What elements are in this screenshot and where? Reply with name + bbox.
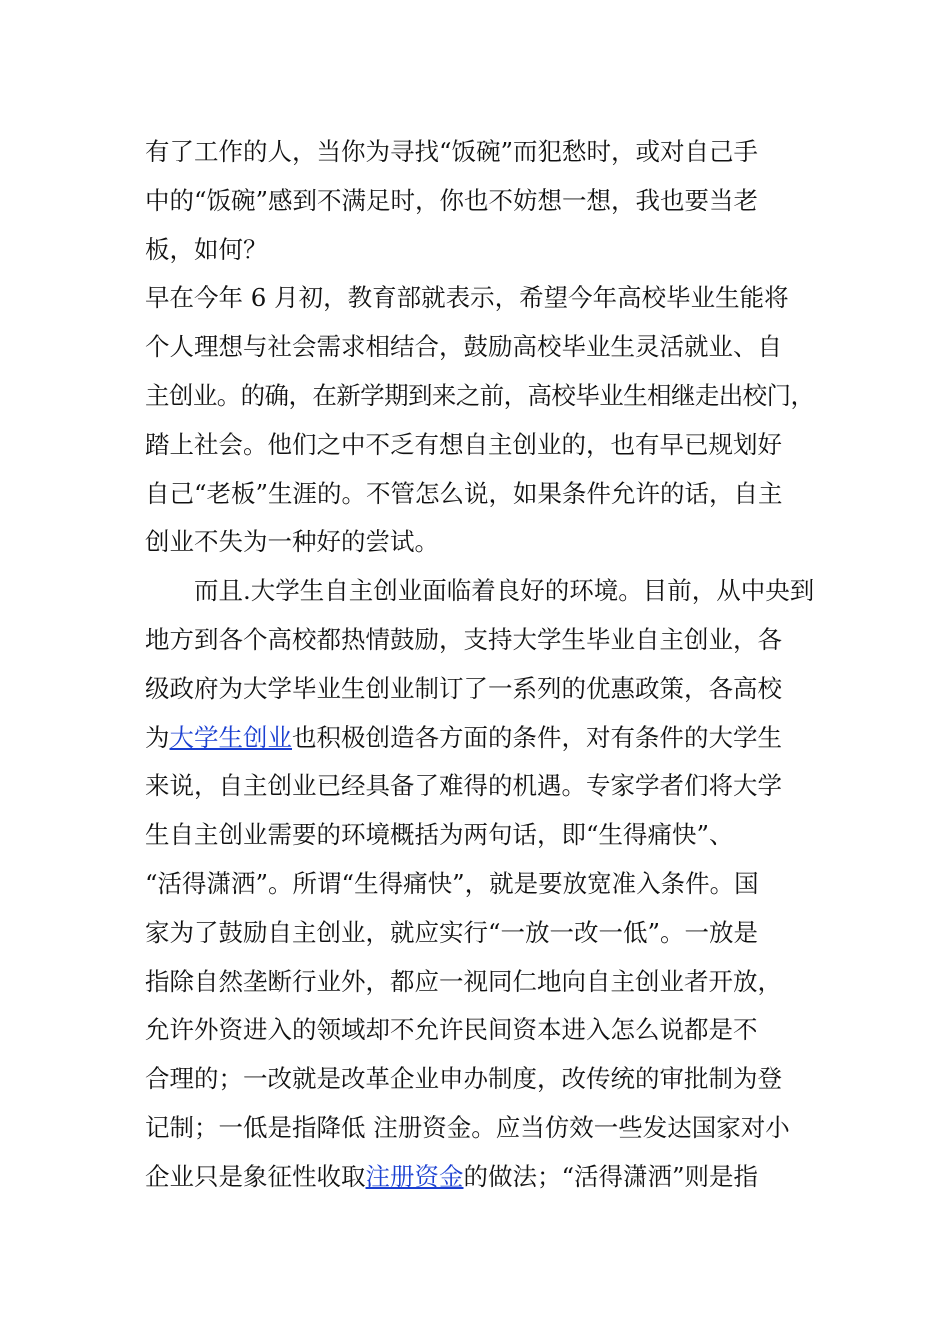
text-line-15: 生自主创业需要的环境概括为两句话，即“生得痛快”、 xyxy=(145,820,734,850)
text-line-8: 自己“老板”生涯的。不管怎么说，如果条件允许的话，自主 xyxy=(145,478,783,508)
text-line-3: 板，如何？ xyxy=(145,234,268,264)
text-line-14: 来说，自主创业已经具备了难得的机遇。专家学者们将大学 xyxy=(145,771,782,801)
text-line-10: 而且.大学生自主创业面临着良好的环境。目前，从中央到 xyxy=(194,576,815,606)
text-line-12: 级政府为大学毕业生创业制订了一系列的优惠政策，各高校 xyxy=(145,673,782,703)
text-line-1: 有了工作的人，当你为寻找“饭碗”而犯愁时，或对自己手 xyxy=(145,137,759,166)
text-line-19: 允许外资进入的领域却不允许民间资本进入怎么说都是不 xyxy=(145,1015,758,1045)
text-line-13 xyxy=(145,714,815,763)
text-line-17: 家为了鼓励自主创业，就应实行“一放一改一低”。一放是 xyxy=(145,917,759,947)
text-segment: 为 xyxy=(145,722,170,752)
text-line-20: 合理的；一改就是改革企业申办制度，改传统的审批制为登 xyxy=(145,1064,782,1094)
text-segment: 也积极创造各方面的条件，对有条件的大学生 xyxy=(292,722,782,752)
text-line-11: 地方到各个高校都热情鼓励，支持大学生毕业自主创业，各 xyxy=(145,624,782,654)
text-segment: 企业只是象征性收取 xyxy=(145,1161,366,1191)
text-line-22 xyxy=(145,1153,815,1202)
link-registered-capital[interactable]: 注册资金 xyxy=(365,1161,464,1191)
text-line-16: “活得潇洒”。所谓“生得痛快”，就是要放宽准入条件。国 xyxy=(145,868,759,898)
link-college-startup[interactable]: 大学生创业 xyxy=(169,722,292,752)
text-line-2: 中的“饭碗”感到不满足时，你也不妨想一想，我也要当老 xyxy=(145,185,759,215)
text-segment: 的做法；“活得潇洒”则是指 xyxy=(463,1161,759,1191)
text-line-5: 个人理想与社会需求相结合，鼓励高校毕业生灵活就业、自 xyxy=(145,332,782,362)
text-line-9: 创业不失为一种好的尝试。 xyxy=(145,527,439,557)
text-line-7: 踏上社会。他们之中不乏有想自主创业的，也有早已规划好 xyxy=(145,429,782,459)
document-page xyxy=(145,128,815,1202)
text-line-21: 记制；一低是指降低 注册资金。应当仿效一些发达国家对小 xyxy=(145,1112,790,1142)
text-line-4: 早在今年 6 月初，教育部就表示，希望今年高校毕业生能将 xyxy=(145,283,789,313)
text-line-18: 指除自然垄断行业外，都应一视同仁地向自主创业者开放， xyxy=(145,966,782,996)
text-line-6: 主创业。的确，在新学期到来之前，高校毕业生相继走出校门， xyxy=(145,380,815,410)
